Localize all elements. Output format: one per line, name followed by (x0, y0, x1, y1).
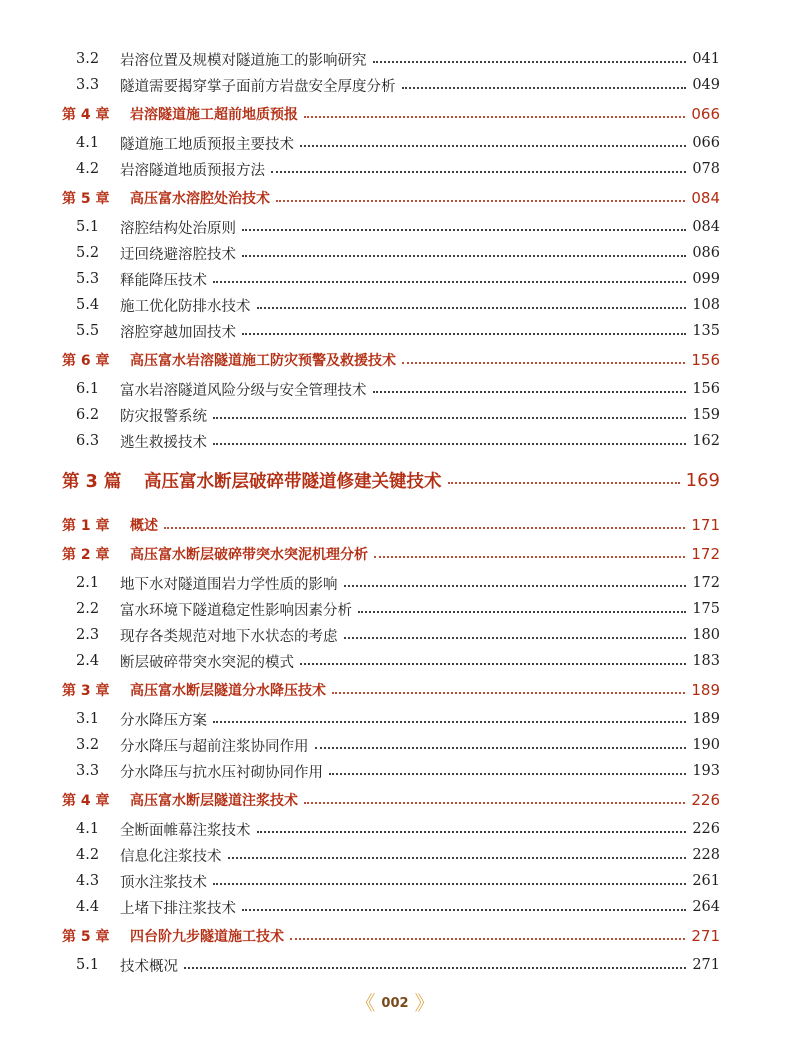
entry-title: 分水降压与超前注浆协同作用 (120, 738, 309, 755)
entry-title: 全断面帷幕注浆技术 (120, 822, 251, 839)
entry-number: 3.1 (76, 711, 100, 727)
entry-number: 第 2 章 (62, 547, 110, 563)
entry-page-number: 226 (692, 821, 720, 837)
dot-leader (329, 773, 686, 775)
toc-section-entry[interactable] (62, 894, 720, 920)
dot-leader (242, 229, 686, 231)
page-number: 002 (381, 995, 409, 1011)
entry-number: 4.2 (76, 161, 100, 177)
entry-title: 施工优化防排水技术 (120, 298, 251, 315)
entry-page-number: 078 (692, 161, 720, 177)
entry-title: 技术概况 (120, 958, 178, 975)
dot-leader (300, 145, 686, 147)
entry-number: 6.3 (76, 433, 100, 449)
entry-title: 高压富水断层破碎带隧道修建关键技术 (144, 471, 442, 492)
entry-page-number: 172 (691, 545, 720, 563)
toc-section-entry[interactable] (62, 570, 720, 596)
entry-title: 迂回绕避溶腔技术 (120, 246, 236, 263)
toc-section-entry[interactable] (62, 706, 720, 732)
entry-page-number: 156 (691, 351, 720, 369)
dot-leader (242, 255, 686, 257)
toc-section-entry[interactable] (62, 868, 720, 894)
entry-page-number: 264 (692, 899, 720, 915)
entry-page-number: 193 (692, 763, 720, 779)
entry-number: 4.2 (76, 847, 100, 863)
dot-leader (213, 417, 686, 419)
entry-number: 2.3 (76, 627, 100, 643)
entry-page-number: 271 (691, 927, 720, 945)
toc-chapter-entry[interactable] (62, 923, 720, 949)
entry-title: 富水环境下隧道稳定性影响因素分析 (120, 602, 352, 619)
entry-page-number: 099 (692, 271, 720, 287)
dot-leader (242, 333, 686, 335)
entry-number: 4.1 (76, 135, 100, 151)
entry-title: 四台阶九步隧道施工技术 (130, 929, 284, 945)
entry-number: 第 5 章 (62, 191, 110, 207)
toc-section-entry[interactable] (62, 46, 720, 72)
entry-page-number: 108 (692, 297, 720, 313)
dot-leader (184, 967, 686, 969)
toc-section-entry[interactable] (62, 648, 720, 674)
dot-leader (358, 611, 686, 613)
toc-section-entry[interactable] (62, 402, 720, 428)
entry-title: 逃生救援技术 (120, 434, 207, 451)
entry-title: 高压富水断层破碎带突水突泥机理分析 (130, 547, 368, 563)
entry-page-number: 066 (692, 135, 720, 151)
dot-leader (304, 116, 685, 118)
entry-title: 岩溶位置及规模对隧道施工的影响研究 (120, 52, 367, 69)
toc-chapter-entry[interactable] (62, 512, 720, 538)
entry-number: 4.4 (76, 899, 100, 915)
entry-page-number: 156 (692, 381, 720, 397)
entry-page-number: 086 (692, 245, 720, 261)
entry-number: 2.2 (76, 601, 100, 617)
entry-title: 溶腔结构处治原则 (120, 220, 236, 237)
toc-section-entry[interactable] (62, 266, 720, 292)
entry-page-number: 190 (692, 737, 720, 753)
entry-title: 顶水注浆技术 (120, 874, 207, 891)
toc-section-entry[interactable] (62, 130, 720, 156)
toc-chapter-entry[interactable] (62, 677, 720, 703)
entry-page-number: 041 (692, 51, 720, 67)
entry-title: 上堵下排注浆技术 (120, 900, 236, 917)
entry-title: 岩溶隧道地质预报方法 (120, 162, 265, 179)
dot-leader (374, 556, 685, 558)
dot-leader (332, 692, 685, 694)
entry-title: 释能降压技术 (120, 272, 207, 289)
toc-section-entry[interactable] (62, 240, 720, 266)
entry-number: 5.2 (76, 245, 100, 261)
dot-leader (213, 443, 686, 445)
entry-page-number: 228 (692, 847, 720, 863)
toc-section-entry[interactable] (62, 732, 720, 758)
left-ornament: 《 (355, 991, 376, 1015)
entry-page-number: 171 (691, 516, 720, 534)
dot-leader (257, 307, 687, 309)
entry-number: 3.3 (76, 77, 100, 93)
entry-title: 断层破碎带突水突泥的模式 (120, 654, 294, 671)
entry-page-number: 261 (692, 873, 720, 889)
entry-number: 第 3 章 (62, 683, 110, 699)
entry-number: 5.1 (76, 219, 100, 235)
dot-leader (271, 171, 686, 173)
toc-section-entry[interactable] (62, 758, 720, 784)
toc-section-entry[interactable] (62, 816, 720, 842)
entry-number: 5.4 (76, 297, 100, 313)
dot-leader (300, 663, 686, 665)
dot-leader (315, 747, 687, 749)
toc-chapter-entry[interactable] (62, 541, 720, 567)
dot-leader (276, 200, 685, 202)
entry-number: 第 6 章 (62, 353, 110, 369)
entry-title: 现存各类规范对地下水状态的考虑 (120, 628, 338, 645)
entry-page-number: 172 (692, 575, 720, 591)
entry-number: 第 5 章 (62, 929, 110, 945)
dot-leader (344, 637, 687, 639)
dot-leader (213, 721, 686, 723)
toc-chapter-entry[interactable] (62, 101, 720, 127)
toc-part-entry[interactable] (62, 464, 720, 496)
toc-section-entry[interactable] (62, 376, 720, 402)
entry-number: 第 4 章 (62, 793, 110, 809)
dot-leader (304, 802, 685, 804)
entry-title: 高压富水岩溶隧道施工防灾预警及救援技术 (130, 353, 396, 369)
entry-title: 防灾报警系统 (120, 408, 207, 425)
entry-page-number: 066 (691, 105, 720, 123)
entry-title: 信息化注浆技术 (120, 848, 222, 865)
entry-number: 5.3 (76, 271, 100, 287)
toc-section-entry[interactable] (62, 952, 720, 978)
entry-title: 溶腔穿越加固技术 (120, 324, 236, 341)
entry-number: 第 1 章 (62, 518, 110, 534)
dot-leader (242, 909, 686, 911)
entry-title: 富水岩溶隧道风险分级与安全管理技术 (120, 382, 367, 399)
entry-title: 隧道需要揭穿掌子面前方岩盘安全厚度分析 (120, 78, 396, 95)
entry-number: 第 3 篇 (62, 471, 122, 492)
entry-number: 5.1 (76, 957, 100, 973)
entry-page-number: 175 (692, 601, 720, 617)
dot-leader (373, 61, 687, 63)
entry-title: 高压富水断层隧道分水降压技术 (130, 683, 326, 699)
entry-title: 分水降压方案 (120, 712, 207, 729)
entry-page-number: 189 (692, 711, 720, 727)
dot-leader (213, 281, 686, 283)
entry-page-number: 183 (692, 653, 720, 669)
toc-section-entry[interactable] (62, 622, 720, 648)
dot-leader (402, 362, 685, 364)
entry-page-number: 271 (692, 957, 720, 973)
entry-page-number: 135 (692, 323, 720, 339)
entry-page-number: 162 (692, 433, 720, 449)
dot-leader (257, 831, 687, 833)
dot-leader (213, 883, 686, 885)
entry-number: 第 4 章 (62, 107, 110, 123)
entry-number: 3.2 (76, 737, 100, 753)
toc-chapter-entry[interactable] (62, 185, 720, 211)
entry-number: 4.1 (76, 821, 100, 837)
entry-page-number: 189 (691, 681, 720, 699)
toc-section-entry[interactable] (62, 292, 720, 318)
entry-number: 6.2 (76, 407, 100, 423)
toc-chapter-entry[interactable] (62, 347, 720, 373)
entry-number: 2.4 (76, 653, 100, 669)
entry-page-number: 084 (691, 189, 720, 207)
dot-leader (290, 938, 685, 940)
dot-leader (228, 857, 687, 859)
entry-page-number: 159 (692, 407, 720, 423)
entry-title: 隧道施工地质预报主要技术 (120, 136, 294, 153)
toc-section-entry[interactable] (62, 596, 720, 622)
entry-number: 4.3 (76, 873, 100, 889)
toc-section-entry[interactable] (62, 156, 720, 182)
entry-title: 分水降压与抗水压衬砌协同作用 (120, 764, 323, 781)
dot-leader (373, 391, 687, 393)
toc-section-entry[interactable] (62, 842, 720, 868)
dot-leader (448, 482, 680, 484)
entry-number: 5.5 (76, 323, 100, 339)
entry-page-number: 049 (692, 77, 720, 93)
dot-leader (164, 527, 685, 529)
toc-section-entry[interactable] (62, 428, 720, 454)
entry-title: 地下水对隧道围岩力学性质的影响 (120, 576, 338, 593)
toc-chapter-entry[interactable] (62, 787, 720, 813)
entry-page-number: 169 (685, 469, 720, 491)
entry-title: 高压富水断层隧道注浆技术 (130, 793, 298, 809)
entry-page-number: 180 (692, 627, 720, 643)
entry-title: 岩溶隧道施工超前地质预报 (130, 107, 298, 123)
entry-page-number: 084 (692, 219, 720, 235)
entry-title: 高压富水溶腔处治技术 (130, 191, 270, 207)
entry-number: 6.1 (76, 381, 100, 397)
dot-leader (402, 87, 687, 89)
page-footer (0, 991, 790, 1015)
entry-number: 3.3 (76, 763, 100, 779)
entry-number: 2.1 (76, 575, 100, 591)
entry-number: 3.2 (76, 51, 100, 67)
toc-section-entry[interactable] (62, 318, 720, 344)
right-ornament: 》 (414, 991, 435, 1015)
toc-section-entry[interactable] (62, 72, 720, 98)
entry-page-number: 226 (691, 791, 720, 809)
dot-leader (344, 585, 687, 587)
toc-section-entry[interactable] (62, 214, 720, 240)
entry-title: 概述 (130, 518, 158, 534)
